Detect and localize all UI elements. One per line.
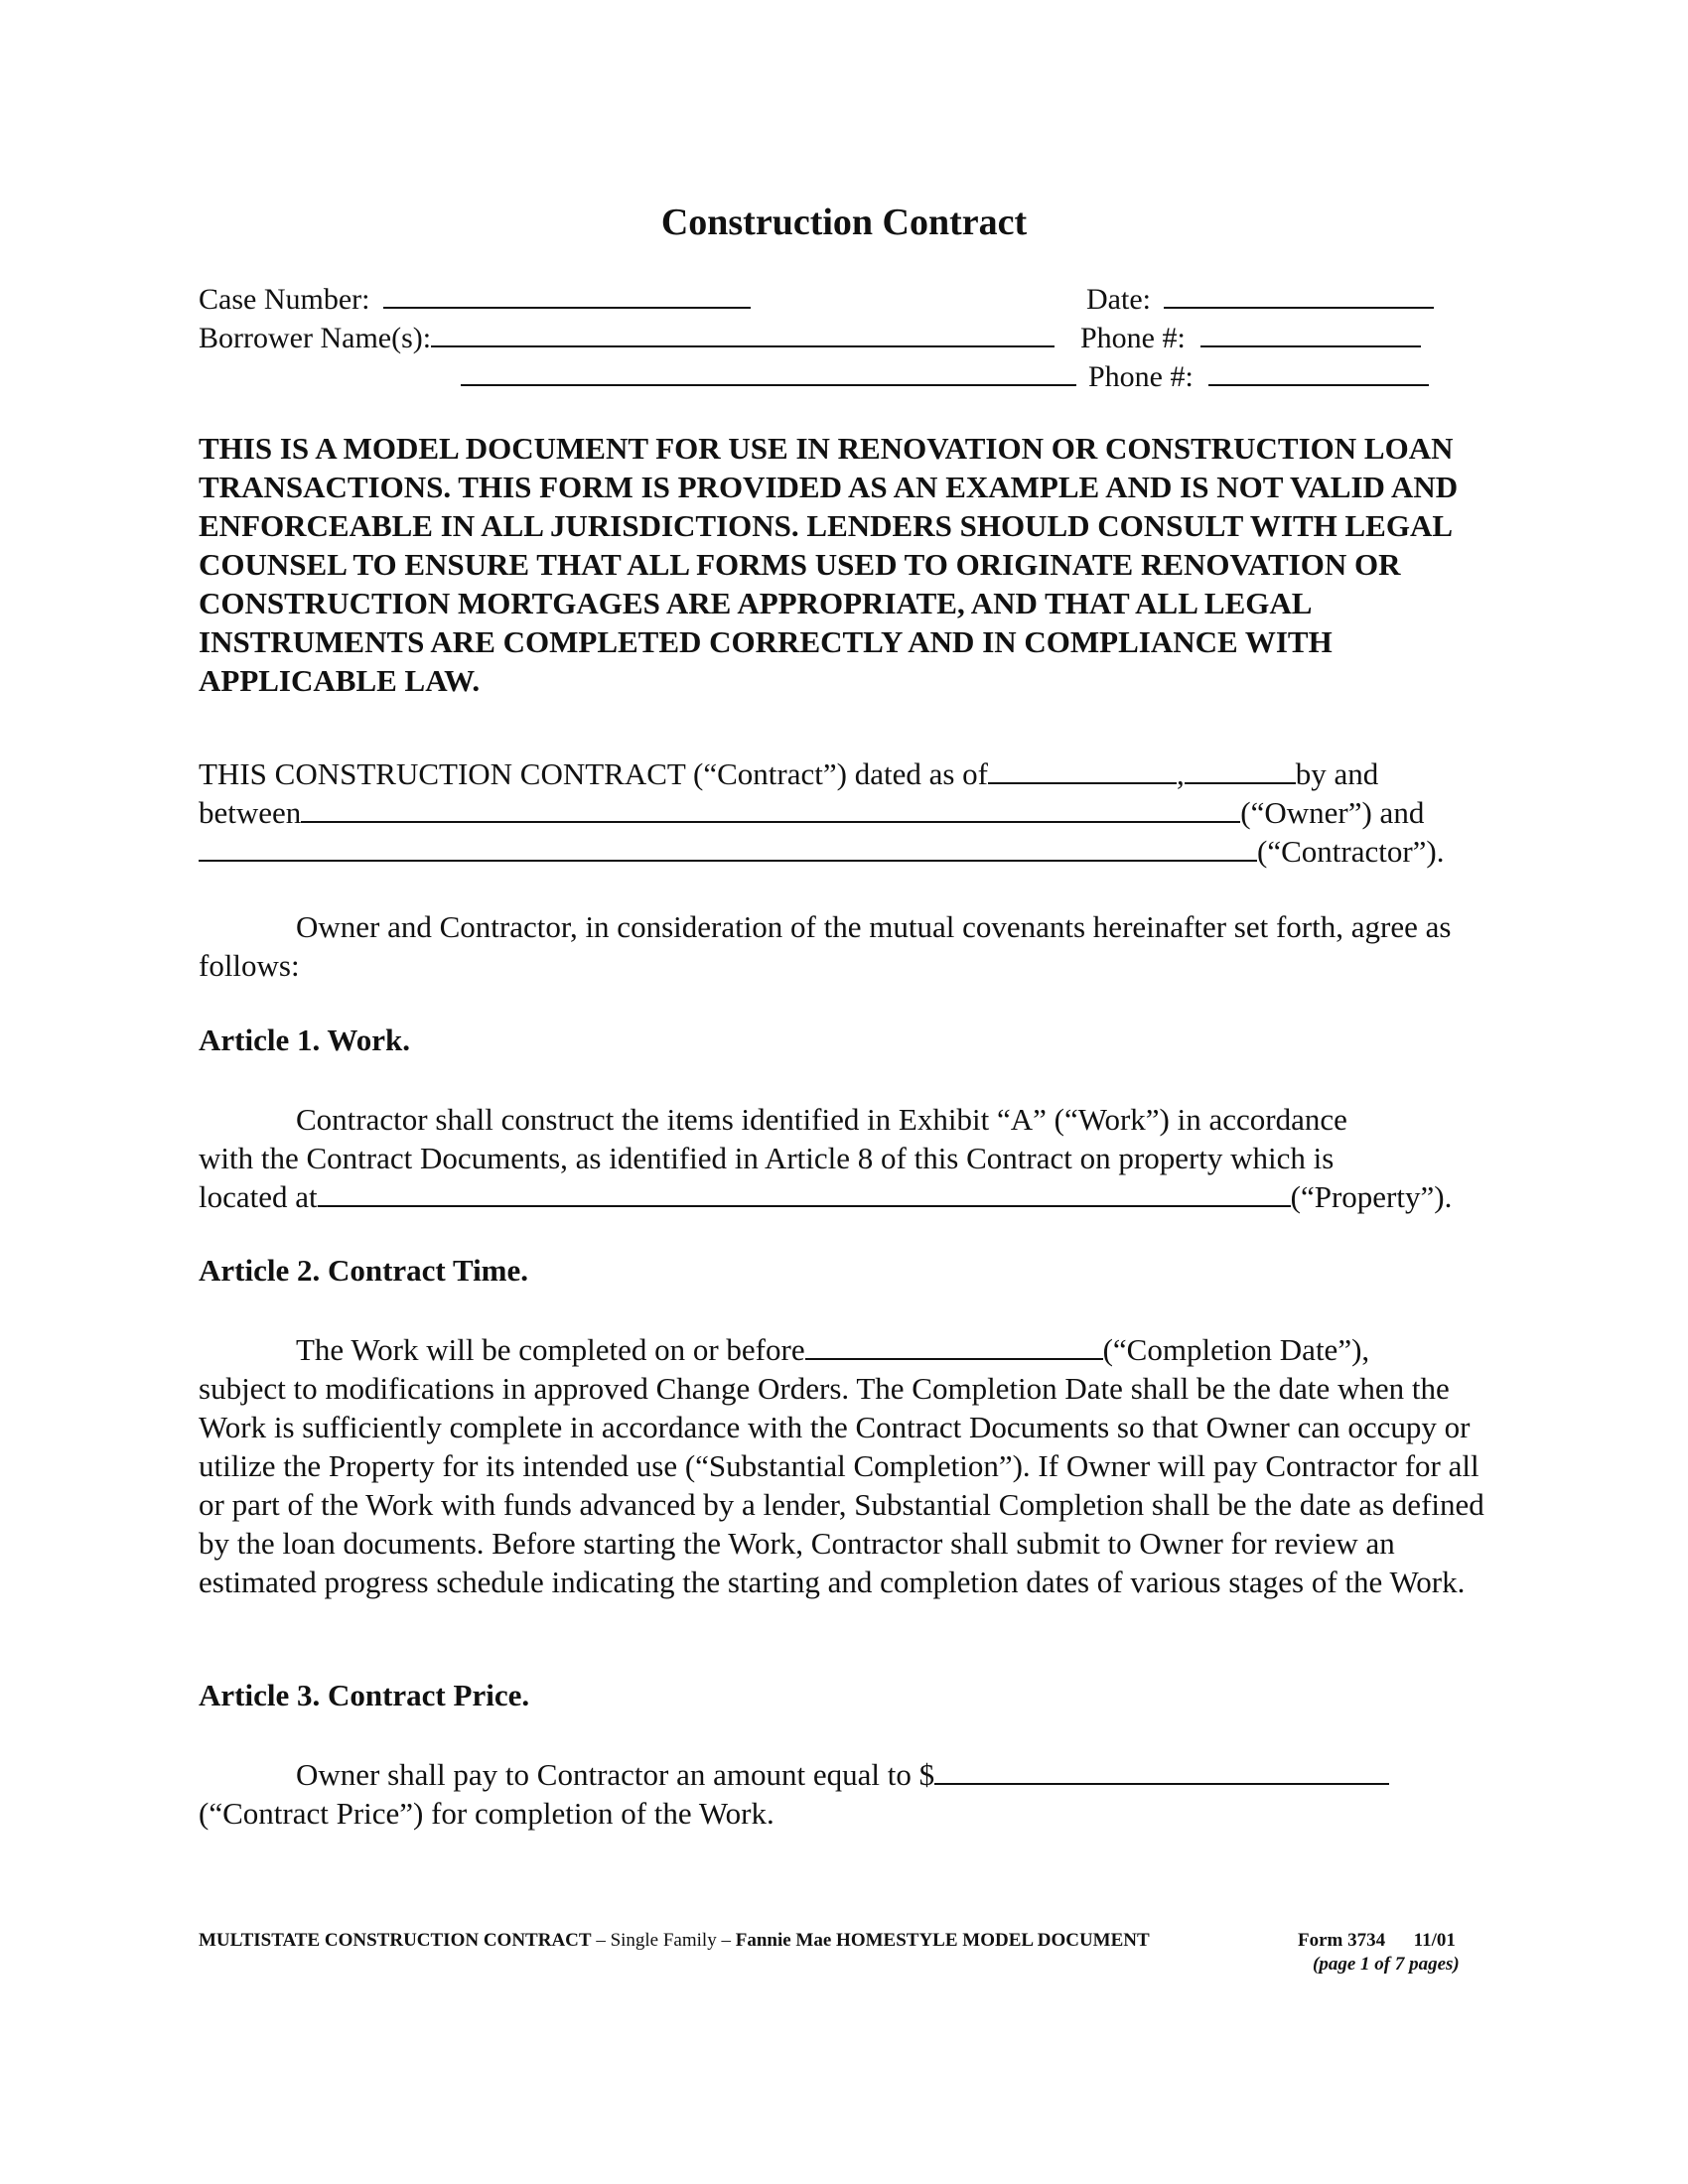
borrower-row (199, 319, 1092, 357)
phone-row-1 (1080, 319, 1421, 357)
consideration-paragraph: Owner and Contractor, in consideration of the mutual covenants hereinafter set forth, agree as follows: (199, 909, 1452, 983)
borrower-name-field-2[interactable] (461, 358, 1076, 386)
contract-date-field[interactable] (988, 756, 1177, 784)
footer-page-number: (page 1 of 7 pages) (1313, 1954, 1460, 1975)
intro-line-1 (199, 754, 1378, 793)
model-document-notice: THIS IS A MODEL DOCUMENT FOR USE IN RENOVATION OR CONSTRUCTION LOAN TRANSACTIONS. THIS FORM IS PROVIDED AS AN EXAMPLE AND IS NOT VALID AND ENFORCEABLE IN ALL JURISDICTIONS. LENDERS SHOULD CONSULT WITH LEGAL COUNSEL TO ENSURE THAT ALL FORMS USED TO ORIGINATE RENOVATION OR CONSTRUCTION MORTGAGES ARE APPROPRIATE, AND THAT ALL LEGAL INSTRUMENTS ARE COMPLETED CORRECTLY AND IN COMPLIANCE WITH APPLICABLE LAW. (199, 431, 1459, 698)
located-at-label: located at (199, 1179, 318, 1214)
contract-price-field[interactable] (934, 1757, 1389, 1785)
footer-title: MULTISTATE CONSTRUCTION CONTRACT (199, 1930, 592, 1951)
contract-price-lead: Owner shall pay to Contractor an amount equal to $ (296, 1757, 935, 1792)
footer-document-name (199, 1930, 1150, 1952)
owner-name-field[interactable] (301, 795, 1240, 823)
intro-by-and: by and (1295, 756, 1379, 791)
article-2-heading: Article 2. Contract Time. (199, 1253, 529, 1288)
date-field[interactable] (1164, 281, 1434, 309)
completion-lead-text: The Work will be completed on or before (296, 1332, 805, 1367)
article-3-heading: Article 3. Contract Price. (199, 1678, 530, 1712)
article-1-heading: Article 1. Work. (199, 1023, 410, 1057)
article-3-lead (296, 1755, 1389, 1794)
footer-fannie-mae: Fannie Mae HOMESTYLE MODEL DOCUMENT (735, 1930, 1150, 1951)
date-row (1086, 280, 1434, 319)
intro-line-3 (199, 832, 1444, 871)
phone-field-2[interactable] (1208, 358, 1429, 386)
footer-single-family: – Single Family – (591, 1930, 736, 1951)
article-2-lead (296, 1330, 1369, 1369)
completion-date-label: (“Completion Date”), (1102, 1332, 1370, 1367)
property-label: (“Property”). (1290, 1179, 1453, 1214)
completion-date-field[interactable] (805, 1332, 1103, 1360)
article-2-body: subject to modifications in approved Change Orders. The Completion Date shall be the date when the Work is sufficiently complete in accordance with the Contract Documents so that Owner can occupy or utilize the Property for its intended use (“Substantial Completion”). If Owner will pay Contractor for all or part of the Work with funds advanced by a lender, Substantial Completion shall be the date as defined by the loan documents. Before starting the Work, Contractor shall submit to Owner for review an estimated progress schedule indicating the starting and completion dates of various stages of the Work. (199, 1371, 1484, 1599)
owner-label: (“Owner”) and (1240, 795, 1425, 830)
intro-comma: , (1176, 756, 1185, 791)
date-label: Date: (1086, 283, 1151, 316)
contractor-label: (“Contractor”). (1257, 834, 1445, 869)
phone-label-1: Phone #: (1080, 322, 1186, 354)
intro-line-2 (199, 793, 1424, 832)
intro-between: between (199, 795, 302, 830)
borrower-row-2 (461, 357, 1076, 396)
footer-form-number: Form 3734 11/01 (1298, 1930, 1456, 1951)
phone-label-2: Phone #: (1088, 360, 1194, 393)
case-number-label: Case Number: (199, 283, 370, 316)
case-number-row (199, 280, 1092, 319)
phone-field-1[interactable] (1200, 320, 1421, 347)
article-3-tail: (“Contract Price”) for completion of the Work. (199, 1796, 774, 1831)
phone-row-2 (1088, 357, 1429, 396)
contract-year-field[interactable] (1185, 756, 1296, 784)
article-1-line-1: Contractor shall construct the items identified in Exhibit “A” (“Work”) in accordance (296, 1102, 1347, 1137)
borrower-label: Borrower Name(s): (199, 322, 432, 354)
property-address-field[interactable] (318, 1179, 1291, 1207)
article-1-line-3 (199, 1177, 1452, 1216)
article-1-line-2: with the Contract Documents, as identified in Article 8 of this Contract on property which is (199, 1141, 1335, 1175)
case-number-field[interactable] (383, 281, 751, 309)
contractor-name-field[interactable] (199, 834, 1257, 862)
intro-text: THIS CONSTRUCTION CONTRACT (“Contract”) dated as of (199, 756, 988, 791)
borrower-name-field-1[interactable] (431, 320, 1055, 347)
document-title: Construction Contract (660, 202, 1028, 243)
